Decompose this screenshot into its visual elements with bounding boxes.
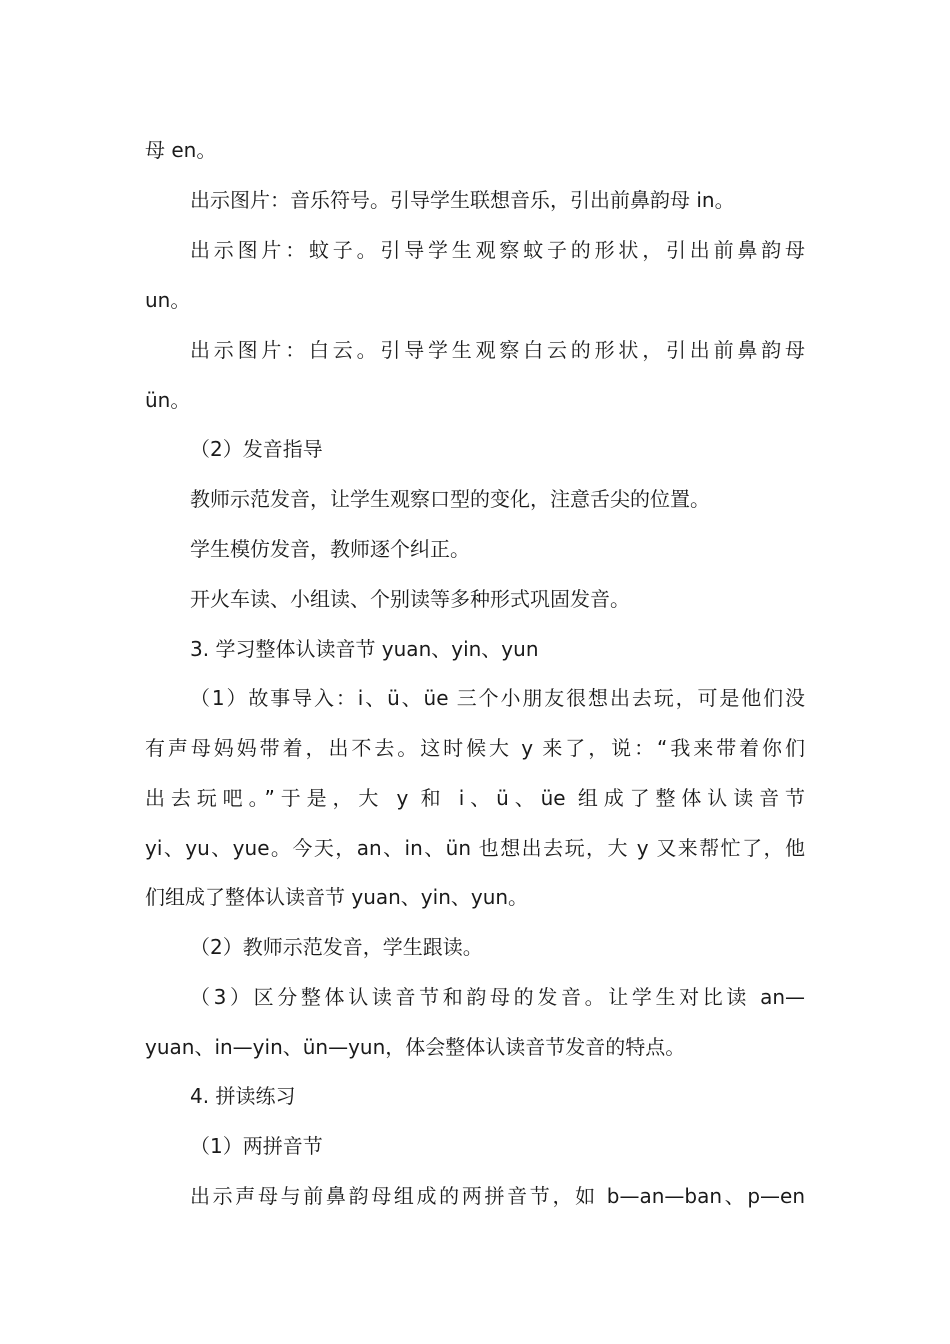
text-line: un。 bbox=[145, 288, 191, 312]
text-line: 们组成了整体认读音节 yuan、yin、yun。 bbox=[145, 885, 529, 909]
section-heading: 3. 学习整体认读音节 yuan、yin、yun bbox=[190, 637, 539, 661]
text-line: 出示图片：蚊子。引导学生观察蚊子的形状，引出前鼻韵母 bbox=[190, 238, 805, 262]
text-line: 出去玩吧。”于是，大 y 和 i、ü、üe 组成了整体认读音节 bbox=[145, 786, 805, 810]
text-line: 教师示范发音，让学生观察口型的变化，注意舌尖的位置。 bbox=[190, 487, 710, 511]
text-line: （3）区分整体认读音节和韵母的发音。让学生对比读 an— bbox=[190, 985, 805, 1009]
section-heading: （1）两拼音节 bbox=[190, 1134, 323, 1158]
text-line: （2）教师示范发音，学生跟读。 bbox=[190, 935, 483, 959]
text-line: yi、yu、yue。今天，an、in、ün 也想出去玩，大 y 又来帮忙了，他 bbox=[145, 836, 805, 860]
text-line: 出示声母与前鼻韵母组成的两拼音节，如 b—an—ban、p—en bbox=[190, 1184, 805, 1208]
section-heading: （2）发音指导 bbox=[190, 437, 323, 461]
text-line: yuan、in—yin、ün—yun，体会整体认读音节发音的特点。 bbox=[145, 1035, 686, 1059]
text-line: 出示图片：白云。引导学生观察白云的形状，引出前鼻韵母 bbox=[190, 338, 805, 362]
text-line: 学生模仿发音，教师逐个纠正。 bbox=[190, 537, 470, 561]
text-line: 开火车读、小组读、个别读等多种形式巩固发音。 bbox=[190, 587, 630, 611]
text-line: ün。 bbox=[145, 388, 191, 412]
text-line: 母 en。 bbox=[145, 138, 217, 162]
text-line: 有声母妈妈带着，出不去。这时候大 y 来了，说：“我来带着你们 bbox=[145, 736, 805, 760]
text-line: 出示图片：音乐符号。引导学生联想音乐，引出前鼻韵母 in。 bbox=[190, 188, 735, 212]
text-line: （1）故事导入：i、ü、üe 三个小朋友很想出去玩，可是他们没 bbox=[190, 686, 805, 710]
section-heading: 4. 拼读练习 bbox=[190, 1084, 296, 1108]
